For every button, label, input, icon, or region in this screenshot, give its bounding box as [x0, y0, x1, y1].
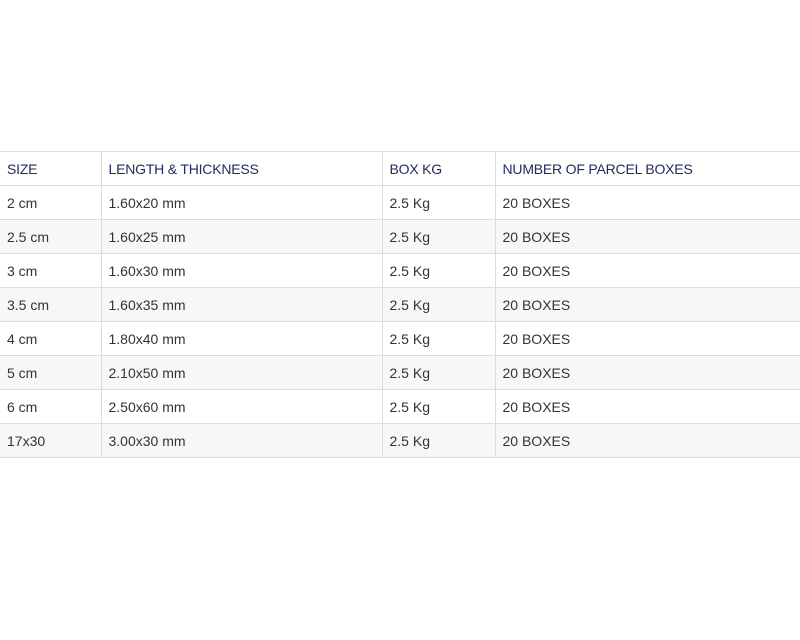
cell-box-kg: 2.5 Kg: [382, 390, 495, 424]
table-body: [0, 186, 800, 458]
table-header: [0, 152, 800, 186]
header-length-thickness: LENGTH & THICKNESS: [101, 152, 382, 186]
cell-box-kg: 2.5 Kg: [382, 220, 495, 254]
cell-length-thickness: 3.00x30 mm: [101, 424, 382, 458]
table-row: [0, 390, 800, 424]
cell-length-thickness: 1.80x40 mm: [101, 322, 382, 356]
cell-parcel-boxes: 20 BOXES: [495, 390, 800, 424]
header-size: SIZE: [0, 152, 101, 186]
table-row: [0, 322, 800, 356]
cell-box-kg: 2.5 Kg: [382, 254, 495, 288]
table-row: [0, 254, 800, 288]
cell-size: 2.5 cm: [0, 220, 101, 254]
cell-parcel-boxes: 20 BOXES: [495, 322, 800, 356]
table-row: [0, 356, 800, 390]
cell-parcel-boxes: 20 BOXES: [495, 186, 800, 220]
cell-parcel-boxes: 20 BOXES: [495, 254, 800, 288]
header-box-kg: BOX KG: [382, 152, 495, 186]
cell-box-kg: 2.5 Kg: [382, 288, 495, 322]
header-row: [0, 152, 800, 186]
cell-size: 3.5 cm: [0, 288, 101, 322]
table-row: [0, 186, 800, 220]
table-row: [0, 288, 800, 322]
cell-size: 4 cm: [0, 322, 101, 356]
cell-size: 6 cm: [0, 390, 101, 424]
cell-box-kg: 2.5 Kg: [382, 356, 495, 390]
cell-length-thickness: 1.60x35 mm: [101, 288, 382, 322]
cell-length-thickness: 2.10x50 mm: [101, 356, 382, 390]
header-number-of-parcel-boxes: NUMBER OF PARCEL BOXES: [495, 152, 800, 186]
cell-length-thickness: 1.60x20 mm: [101, 186, 382, 220]
table-row: [0, 424, 800, 458]
cell-length-thickness: 1.60x25 mm: [101, 220, 382, 254]
cell-parcel-boxes: 20 BOXES: [495, 288, 800, 322]
product-size-table: [0, 151, 800, 458]
cell-size: 17x30: [0, 424, 101, 458]
product-size-table-container: [0, 151, 800, 458]
cell-parcel-boxes: 20 BOXES: [495, 220, 800, 254]
cell-box-kg: 2.5 Kg: [382, 322, 495, 356]
cell-parcel-boxes: 20 BOXES: [495, 356, 800, 390]
cell-box-kg: 2.5 Kg: [382, 186, 495, 220]
table-row: [0, 220, 800, 254]
cell-size: 3 cm: [0, 254, 101, 288]
cell-parcel-boxes: 20 BOXES: [495, 424, 800, 458]
cell-box-kg: 2.5 Kg: [382, 424, 495, 458]
cell-size: 5 cm: [0, 356, 101, 390]
cell-length-thickness: 1.60x30 mm: [101, 254, 382, 288]
cell-length-thickness: 2.50x60 mm: [101, 390, 382, 424]
cell-size: 2 cm: [0, 186, 101, 220]
